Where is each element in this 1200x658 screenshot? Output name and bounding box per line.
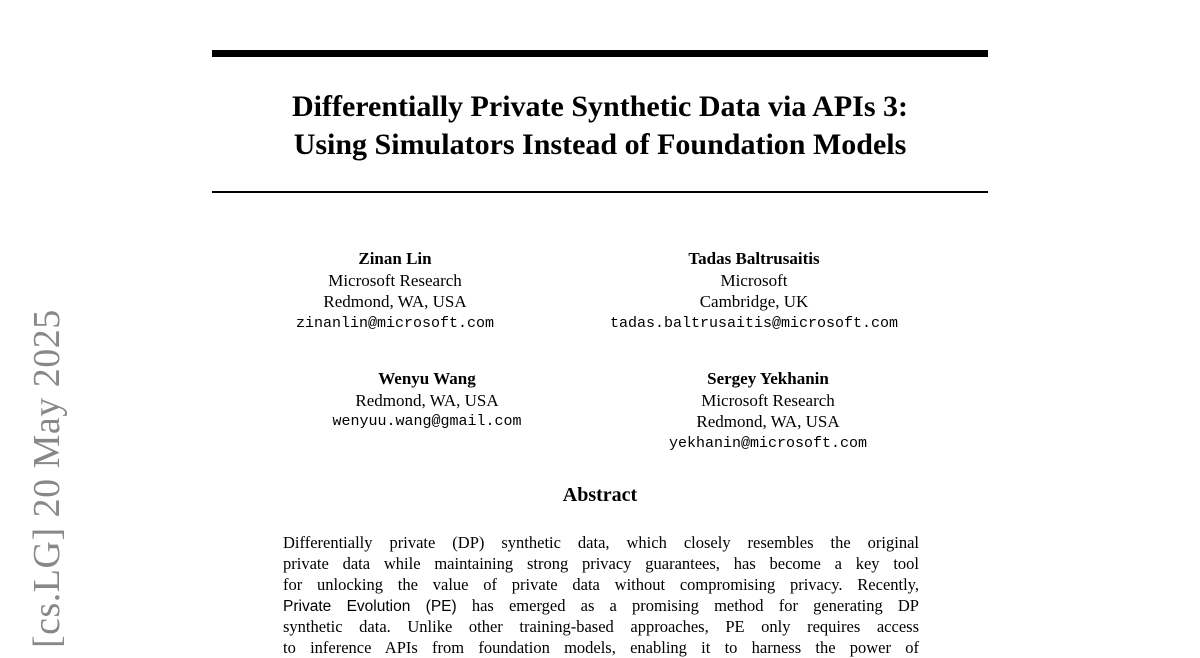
author-location: Redmond, WA, USA (355, 390, 499, 410)
abstract-body (283, 532, 919, 658)
pe-term: Private Evolution (PE) (283, 598, 457, 615)
abstract-line-pe (283, 595, 919, 616)
author-email: yekhanin@microsoft.com (668, 434, 868, 452)
author-block-sergey-yekhanin (628, 368, 908, 454)
arxiv-side-stamp: [cs.LG] 20 May 2025 (26, 309, 68, 648)
author-email: zinanlin@microsoft.com (295, 314, 495, 332)
author-affiliation: Microsoft Research (701, 390, 835, 410)
author-name: Tadas Baltrusaitis (688, 249, 820, 268)
author-name: Sergey Yekhanin (707, 369, 829, 388)
author-location: Cambridge, UK (699, 292, 809, 311)
author-location: Redmond, WA, USA (696, 412, 840, 431)
top-thick-rule (212, 50, 988, 57)
abstract-line: to inference APIs from foundation models, enabling it to harness the power of (283, 638, 919, 657)
title-line-1: Differentially Private Synthetic Data via APIs 3: (291, 90, 908, 123)
author-name: Zinan Lin (358, 249, 432, 268)
paper-title (212, 88, 988, 164)
author-email: wenyuu.wang@gmail.com (332, 413, 522, 430)
author-email: tadas.baltrusaitis@microsoft.com (609, 314, 899, 332)
abstract-line-rest: has emerged as a promising method for generating DP (471, 596, 919, 615)
abstract-heading: Abstract (562, 484, 638, 506)
abstract-line: for unlocking the value of private data without compromising privacy. Recently, (283, 575, 919, 594)
author-name: Wenyu Wang (378, 369, 476, 388)
author-block-zinan-lin (265, 248, 525, 334)
author-block-wenyu-wang (297, 368, 557, 433)
author-location: Redmond, WA, USA (323, 292, 467, 311)
author-affiliation: Microsoft Research (328, 270, 462, 290)
author-affiliation: Microsoft (720, 270, 788, 290)
abstract-line: Differentially private (DP) synthetic data, which closely resembles the original (283, 533, 919, 552)
abstract-line: private data while maintaining strong privacy guarantees, has become a key tool (283, 554, 919, 573)
title-bottom-rule (212, 191, 988, 193)
abstract-line: synthetic data. Unlike other training-based approaches, PE only requires access (283, 617, 919, 636)
author-block-tadas-baltrusaitis (574, 248, 934, 334)
title-line-2: Using Simulators Instead of Foundation Models (293, 128, 907, 161)
